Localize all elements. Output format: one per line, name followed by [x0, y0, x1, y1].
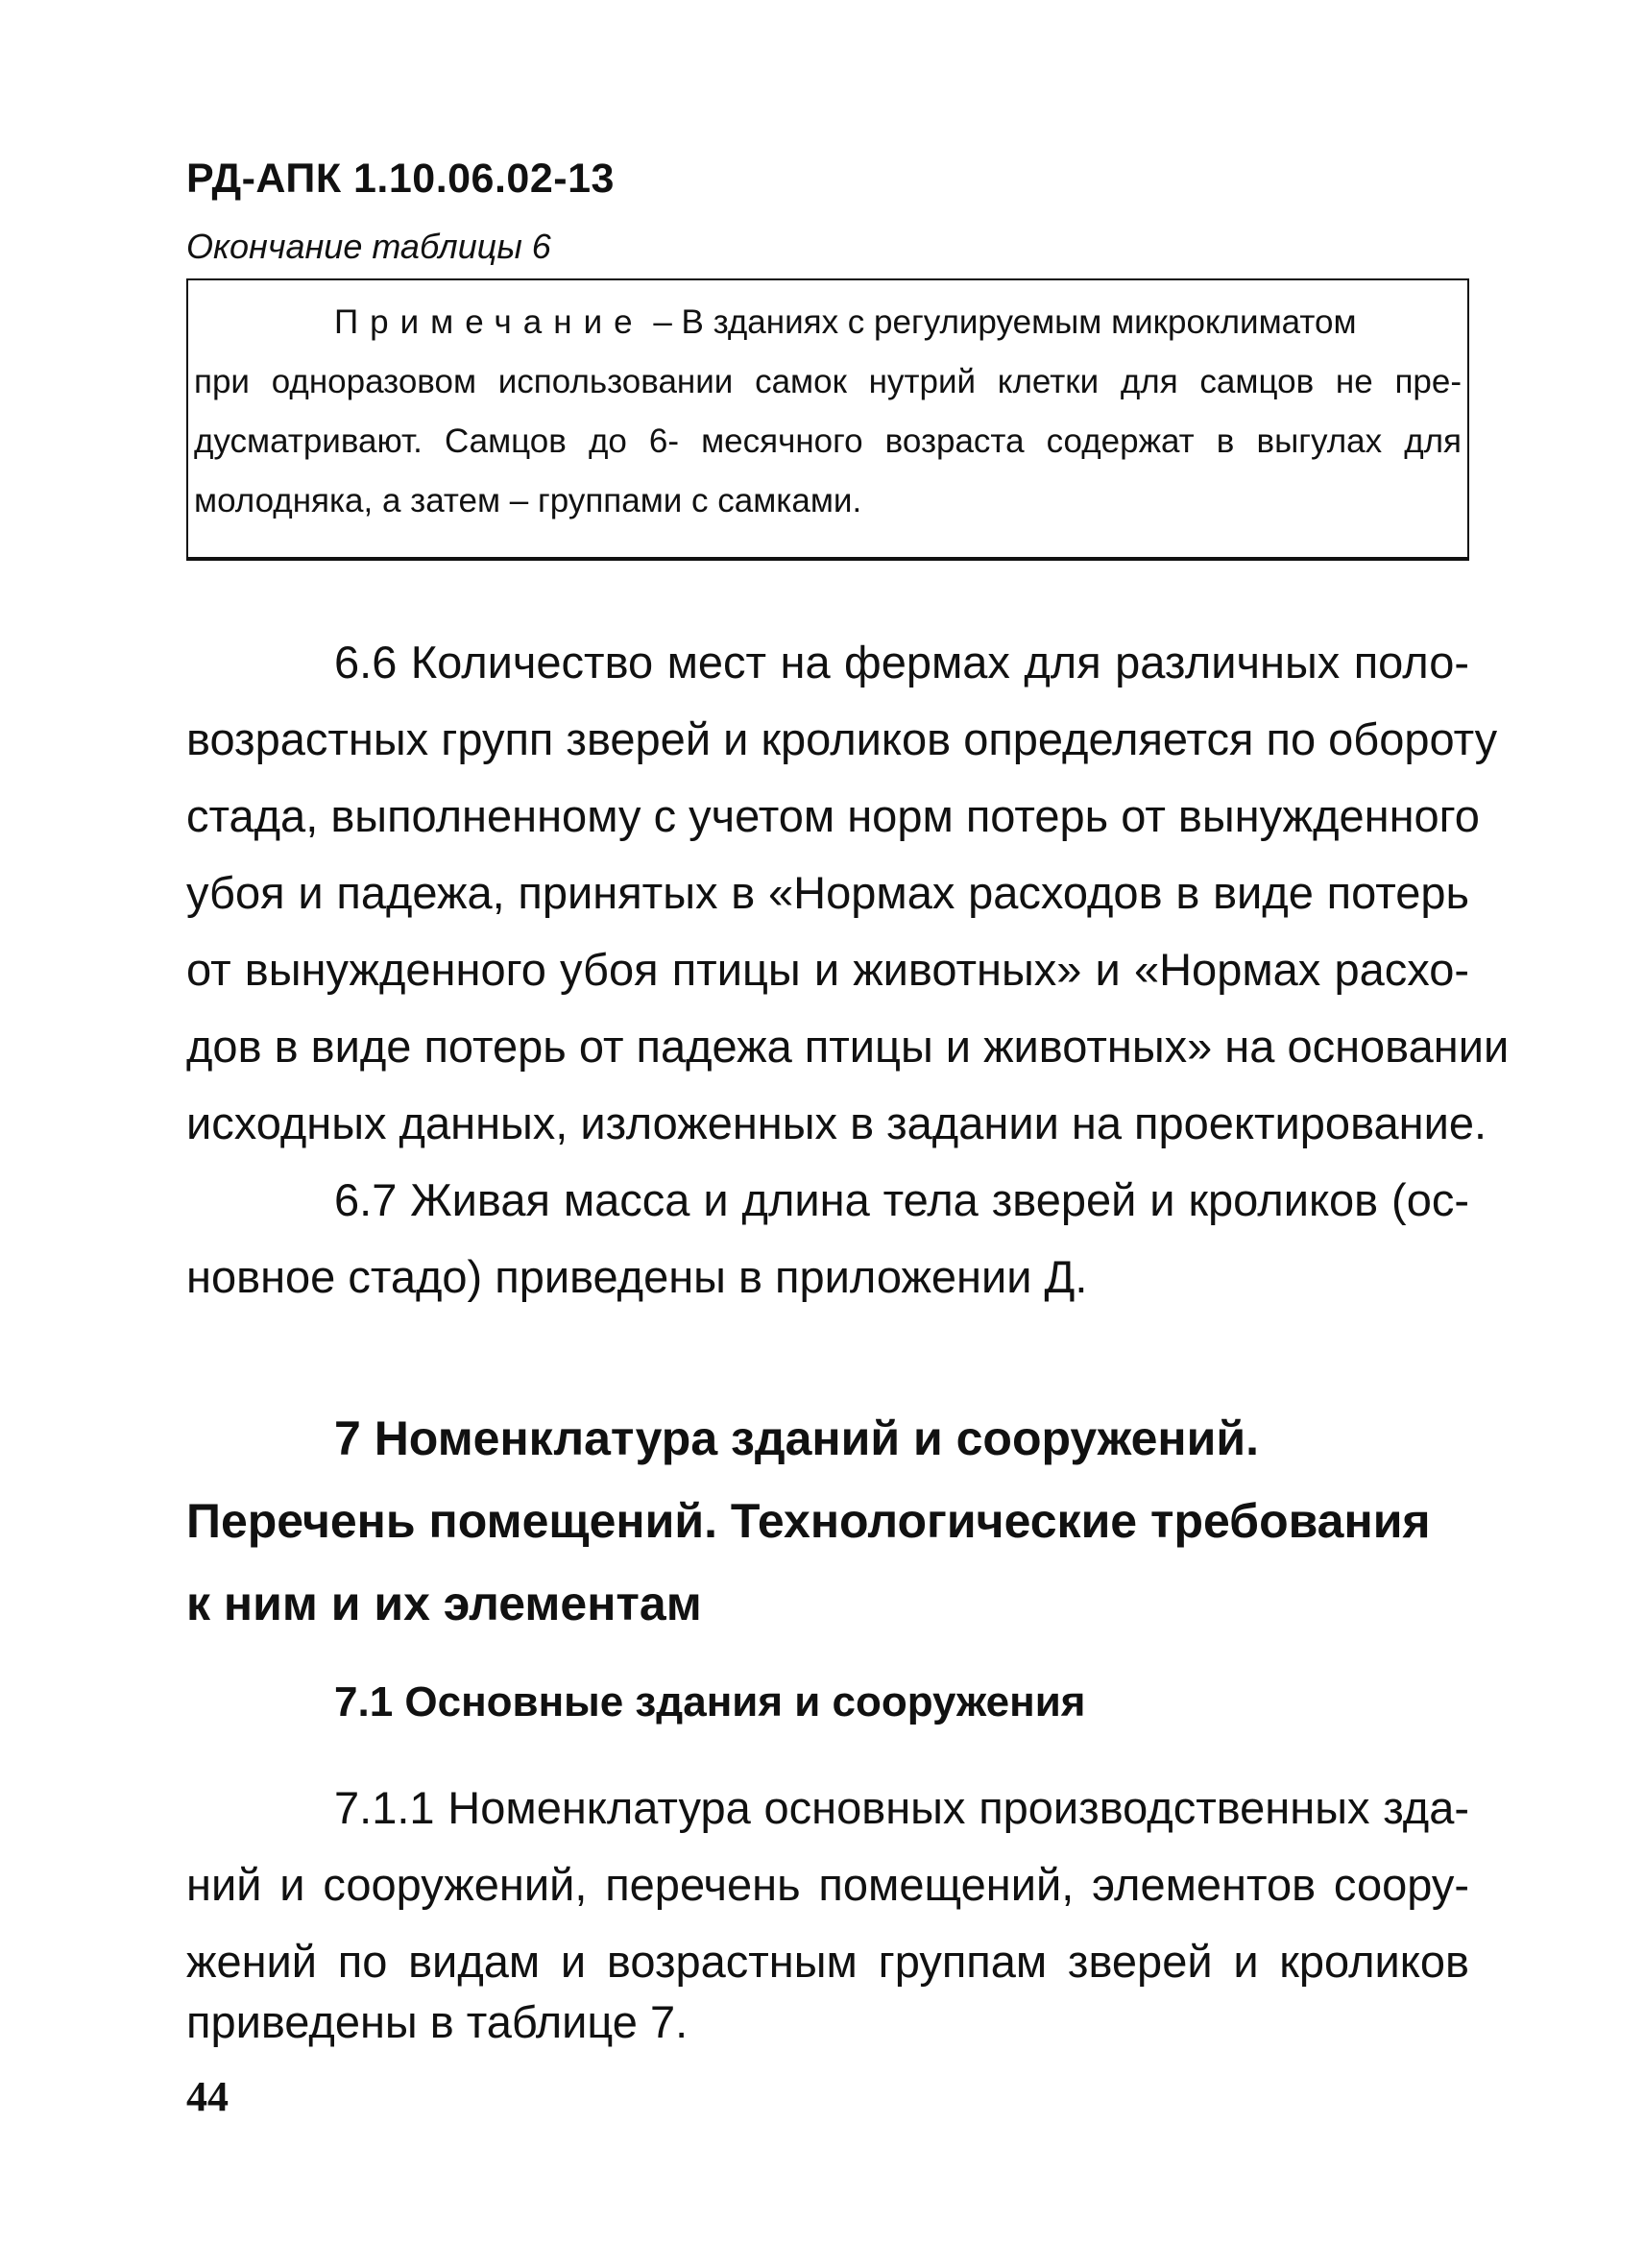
note-line: при одноразовом использовании самок нутрий клетки для самцов не пре-: [194, 363, 1462, 400]
paragraph-line: дов в виде потерь от падежа птицы и животных» на основании: [186, 1021, 1510, 1072]
paragraph-line: 6.6 Количество мест на фермах для различных поло-: [334, 637, 1469, 688]
note-line: молодняка, а затем – группами с самками.: [194, 482, 862, 519]
paragraph-line: ний и сооружений, перечень помещений, элементов соору-: [186, 1859, 1469, 1910]
paragraph-line: 6.7 Живая масса и длина тела зверей и кроликов (ос-: [334, 1174, 1469, 1225]
heading-line: 7 Номенклатура зданий и сооружений.: [334, 1411, 1259, 1465]
note-text: – В зданиях с регулируемым микроклиматом: [643, 303, 1357, 341]
paragraph-line: возрастных групп зверей и кроликов определяется по обороту: [186, 713, 1498, 764]
heading-line: Перечень помещений. Технологические требования: [186, 1494, 1431, 1548]
note-label: Примечание: [334, 303, 644, 341]
page-number: 44: [186, 2073, 229, 2120]
paragraph-line: жений по видам и возрастным группам зверей и кроликов: [186, 1936, 1469, 1987]
document-code: РД-АПК 1.10.06.02-13: [186, 156, 615, 202]
table-note-cell: [186, 278, 1469, 561]
paragraph-line: исходных данных, изложенных в задании на проектирование.: [186, 1098, 1487, 1148]
note-line: дусматривают. Самцов до 6- месячного возраста содержат в выгулах для: [194, 422, 1462, 460]
paragraph-line: новное стадо) приведены в приложении Д.: [186, 1251, 1088, 1302]
note-line: [334, 303, 1462, 342]
paragraph-line: приведены в таблице 7.: [186, 1996, 689, 2047]
section-7-1-heading: 7.1 Основные здания и сооружения: [334, 1678, 1086, 1725]
table-continuation-caption: Окончание таблицы 6: [186, 227, 551, 266]
paragraph-line: стада, выполненному с учетом норм потерь от вынужденного: [186, 790, 1480, 841]
heading-line: к ним и их элементам: [186, 1577, 702, 1630]
paragraph-line: 7.1.1 Номенклатура основных производственных зда-: [334, 1782, 1469, 1833]
paragraph-line: убоя и падежа, принятых в «Нормах расходов в виде потерь: [186, 867, 1469, 918]
paragraph-line: от вынужденного убоя птицы и животных» и «Нормах расхо-: [186, 944, 1469, 995]
